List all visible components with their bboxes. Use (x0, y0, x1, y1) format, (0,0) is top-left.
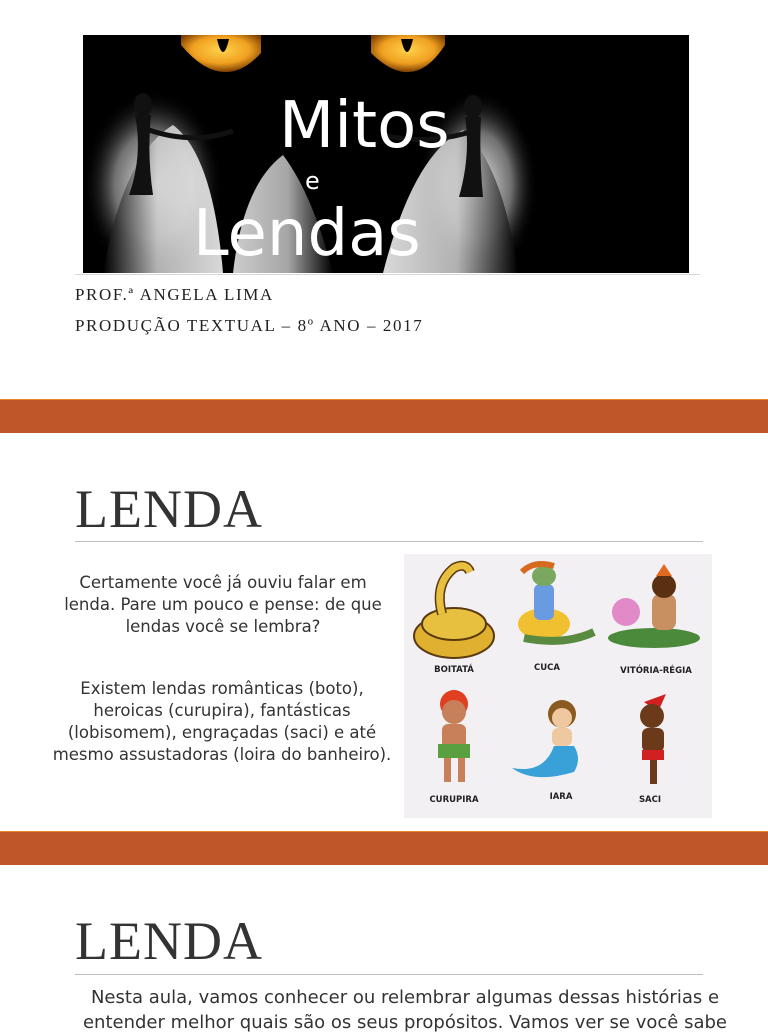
curupira-figure (438, 690, 470, 782)
saci-figure (640, 694, 666, 784)
hero-title-mitos: Mitos (279, 89, 450, 163)
legends-illustration (404, 554, 712, 818)
label-curupira: CURUPIRA (429, 795, 479, 805)
cat-eyes (181, 35, 445, 72)
label-cuca: CUCA (534, 663, 560, 673)
hero-divider (75, 274, 700, 275)
author-line: PROF.ª ANGELA LIMA (75, 285, 274, 304)
label-boitata: BOITATÁ (434, 665, 474, 675)
lesson-intro-paragraph: Nesta aula, vamos conhecer ou relembrar algumas dessas histórias e entender melhor quais são os seus propósitos. Vamos ver se você sabe (82, 987, 727, 1033)
hero-title-lendas: Lendas (193, 197, 421, 271)
boitata-figure (414, 566, 494, 658)
vitoria-regia-figure (608, 564, 700, 648)
iara-figure (512, 700, 578, 777)
slide3-title-rule (75, 974, 703, 975)
hero-title-e: e (305, 167, 320, 195)
label-vitoria-regia: VITÓRIA-RÉGIA (620, 666, 692, 676)
legend-types-paragraph: Existem lendas românticas (boto), heroicas (curupira), fantásticas (lobisomem), engraçadas (saci) e até mesmo assustadoras (loira do banheiro). (52, 679, 392, 764)
intro-paragraph: Certamente você já ouviu falar em lenda. Pare um pouco e pense: de que lendas você se lembra? (64, 573, 382, 636)
title-slide (0, 0, 768, 400)
cuca-figure (518, 564, 594, 641)
divider-band-2 (0, 832, 768, 865)
slide2-title-rule (75, 541, 703, 542)
label-saci: SACI (638, 795, 662, 805)
divider-band (0, 400, 768, 433)
legends-characters-art (404, 554, 712, 818)
label-iara: IARA (549, 792, 573, 802)
course-line: PRODUÇÃO TEXTUAL – 8º ANO – 2017 (75, 316, 424, 335)
slide3-title: LENDA (75, 911, 263, 971)
slide2-title: LENDA (75, 479, 263, 539)
hero-banner (83, 35, 689, 273)
hero-artwork (83, 35, 689, 273)
